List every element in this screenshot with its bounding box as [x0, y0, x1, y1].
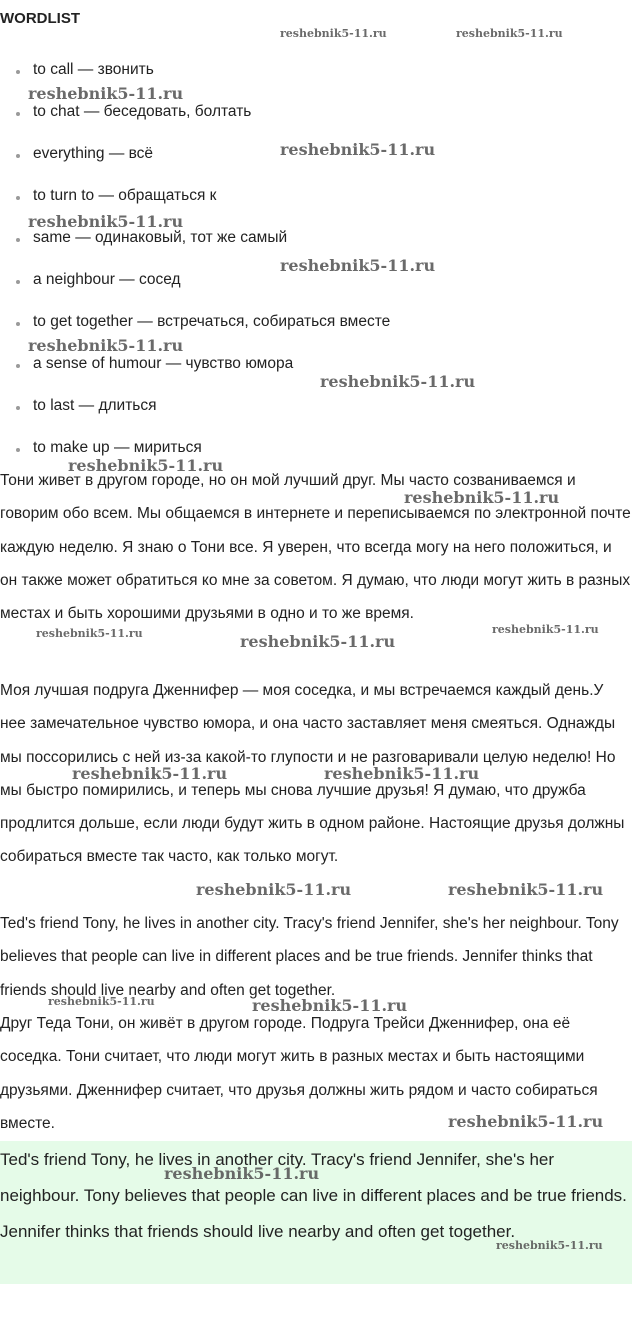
watermark: reshebnik5-11.ru [164, 1164, 320, 1183]
watermark: reshebnik5-11.ru [28, 212, 184, 231]
watermark: reshebnik5-11.ru [68, 456, 224, 475]
watermark: reshebnik5-11.ru [324, 764, 480, 783]
watermark: reshebnik5-11.ru [36, 627, 143, 640]
paragraph-summary-en: Ted's friend Tony, he lives in another city. Tracy's friend Jennifer, she's her neighbour. Tony believes that people can live in different places and be true friends. Jennifer thinks that friends should live nearby and often get together. [0, 915, 619, 999]
watermark: reshebnik5-11.ru [196, 880, 352, 899]
watermark: reshebnik5-11.ru [492, 623, 599, 636]
wordlist-item: same — одинаковый, тот же самый [0, 228, 620, 270]
paragraph-summary-ru: Друг Теда Тони, он живёт в другом городе. Подруга Трейси Дженнифер, она её соседка. Тони считает, что люди могут жить в разных местах и быть настоящими друзьями. Дженнифер считает, что друзья должны жить рядом и часто собираться вместе. [0, 1015, 598, 1132]
watermark: reshebnik5-11.ru [456, 27, 563, 40]
watermark: reshebnik5-11.ru [48, 995, 155, 1008]
wordlist-item: to last — длиться [0, 396, 620, 438]
answer-text: Ted's friend Tony, he lives in another city. Tracy's friend Jennifer, she's her neighbour. Tony believes that people can live in different places and be true friends. Jennifer thinks that friends should live nearby and often get together. [0, 1150, 627, 1241]
watermark: reshebnik5-11.ru [320, 372, 476, 391]
watermark: reshebnik5-11.ru [280, 256, 436, 275]
watermark: reshebnik5-11.ru [72, 764, 228, 783]
wordlist-item: to get together — встречаться, собираться вместе [0, 312, 620, 354]
wordlist-item: a sense of humour — чувство юмора [0, 354, 620, 396]
wordlist-item: to make up — мириться [0, 438, 620, 480]
watermark: reshebnik5-11.ru [280, 27, 387, 40]
watermark: reshebnik5-11.ru [448, 880, 604, 899]
wordlist-item: to call — звонить [0, 60, 620, 102]
paragraph-jennifer-ru: Моя лучшая подруга Дженнифер — моя соседка, и мы встречаемся каждый день.У нее замечательное чувство юмора, и она часто заставляет меня смеяться. Однажды мы поссорились с ней из-за какой-то глупости и не разговаривали целую неделю! Но мы быстро помирились, и теперь мы снова лучшие друзья! Я думаю, что дружба продлится дольше, если люди будут жить в одном районе. Настоящие друзья должны собираться вместе так часто, как только могут. [0, 682, 625, 866]
answer-box [0, 1141, 632, 1284]
watermark: reshebnik5-11.ru [448, 1112, 604, 1131]
wordlist-item: to chat — беседовать, болтать [0, 102, 620, 144]
wordlist-item: everything — всё [0, 144, 620, 186]
wordlist-heading: WORDLIST [0, 10, 80, 27]
watermark: reshebnik5-11.ru [280, 140, 436, 159]
watermark: reshebnik5-11.ru [28, 84, 184, 103]
watermark: reshebnik5-11.ru [496, 1239, 603, 1252]
watermark: reshebnik5-11.ru [28, 336, 184, 355]
watermark: reshebnik5-11.ru [252, 996, 408, 1015]
watermark: reshebnik5-11.ru [240, 632, 396, 651]
wordlist-item: to turn to — обращаться к [0, 186, 620, 228]
paragraph-tony-ru: Тони живет в другом городе, но он мой лучший друг. Мы часто созваниваемся и говорим обо всем. Мы общаемся в интернете и переписываемся по электронной почте каждую неделю. Я знаю о Тони все. Я уверен, что всегда могу на него положиться, и он также может обратиться ко мне за советом. Я думаю, что люди могут жить в разных местах и быть хорошими друзьями в одно и то же время. [0, 472, 631, 623]
wordlist-item: a neighbour — сосед [0, 270, 620, 312]
watermark: reshebnik5-11.ru [404, 488, 560, 507]
